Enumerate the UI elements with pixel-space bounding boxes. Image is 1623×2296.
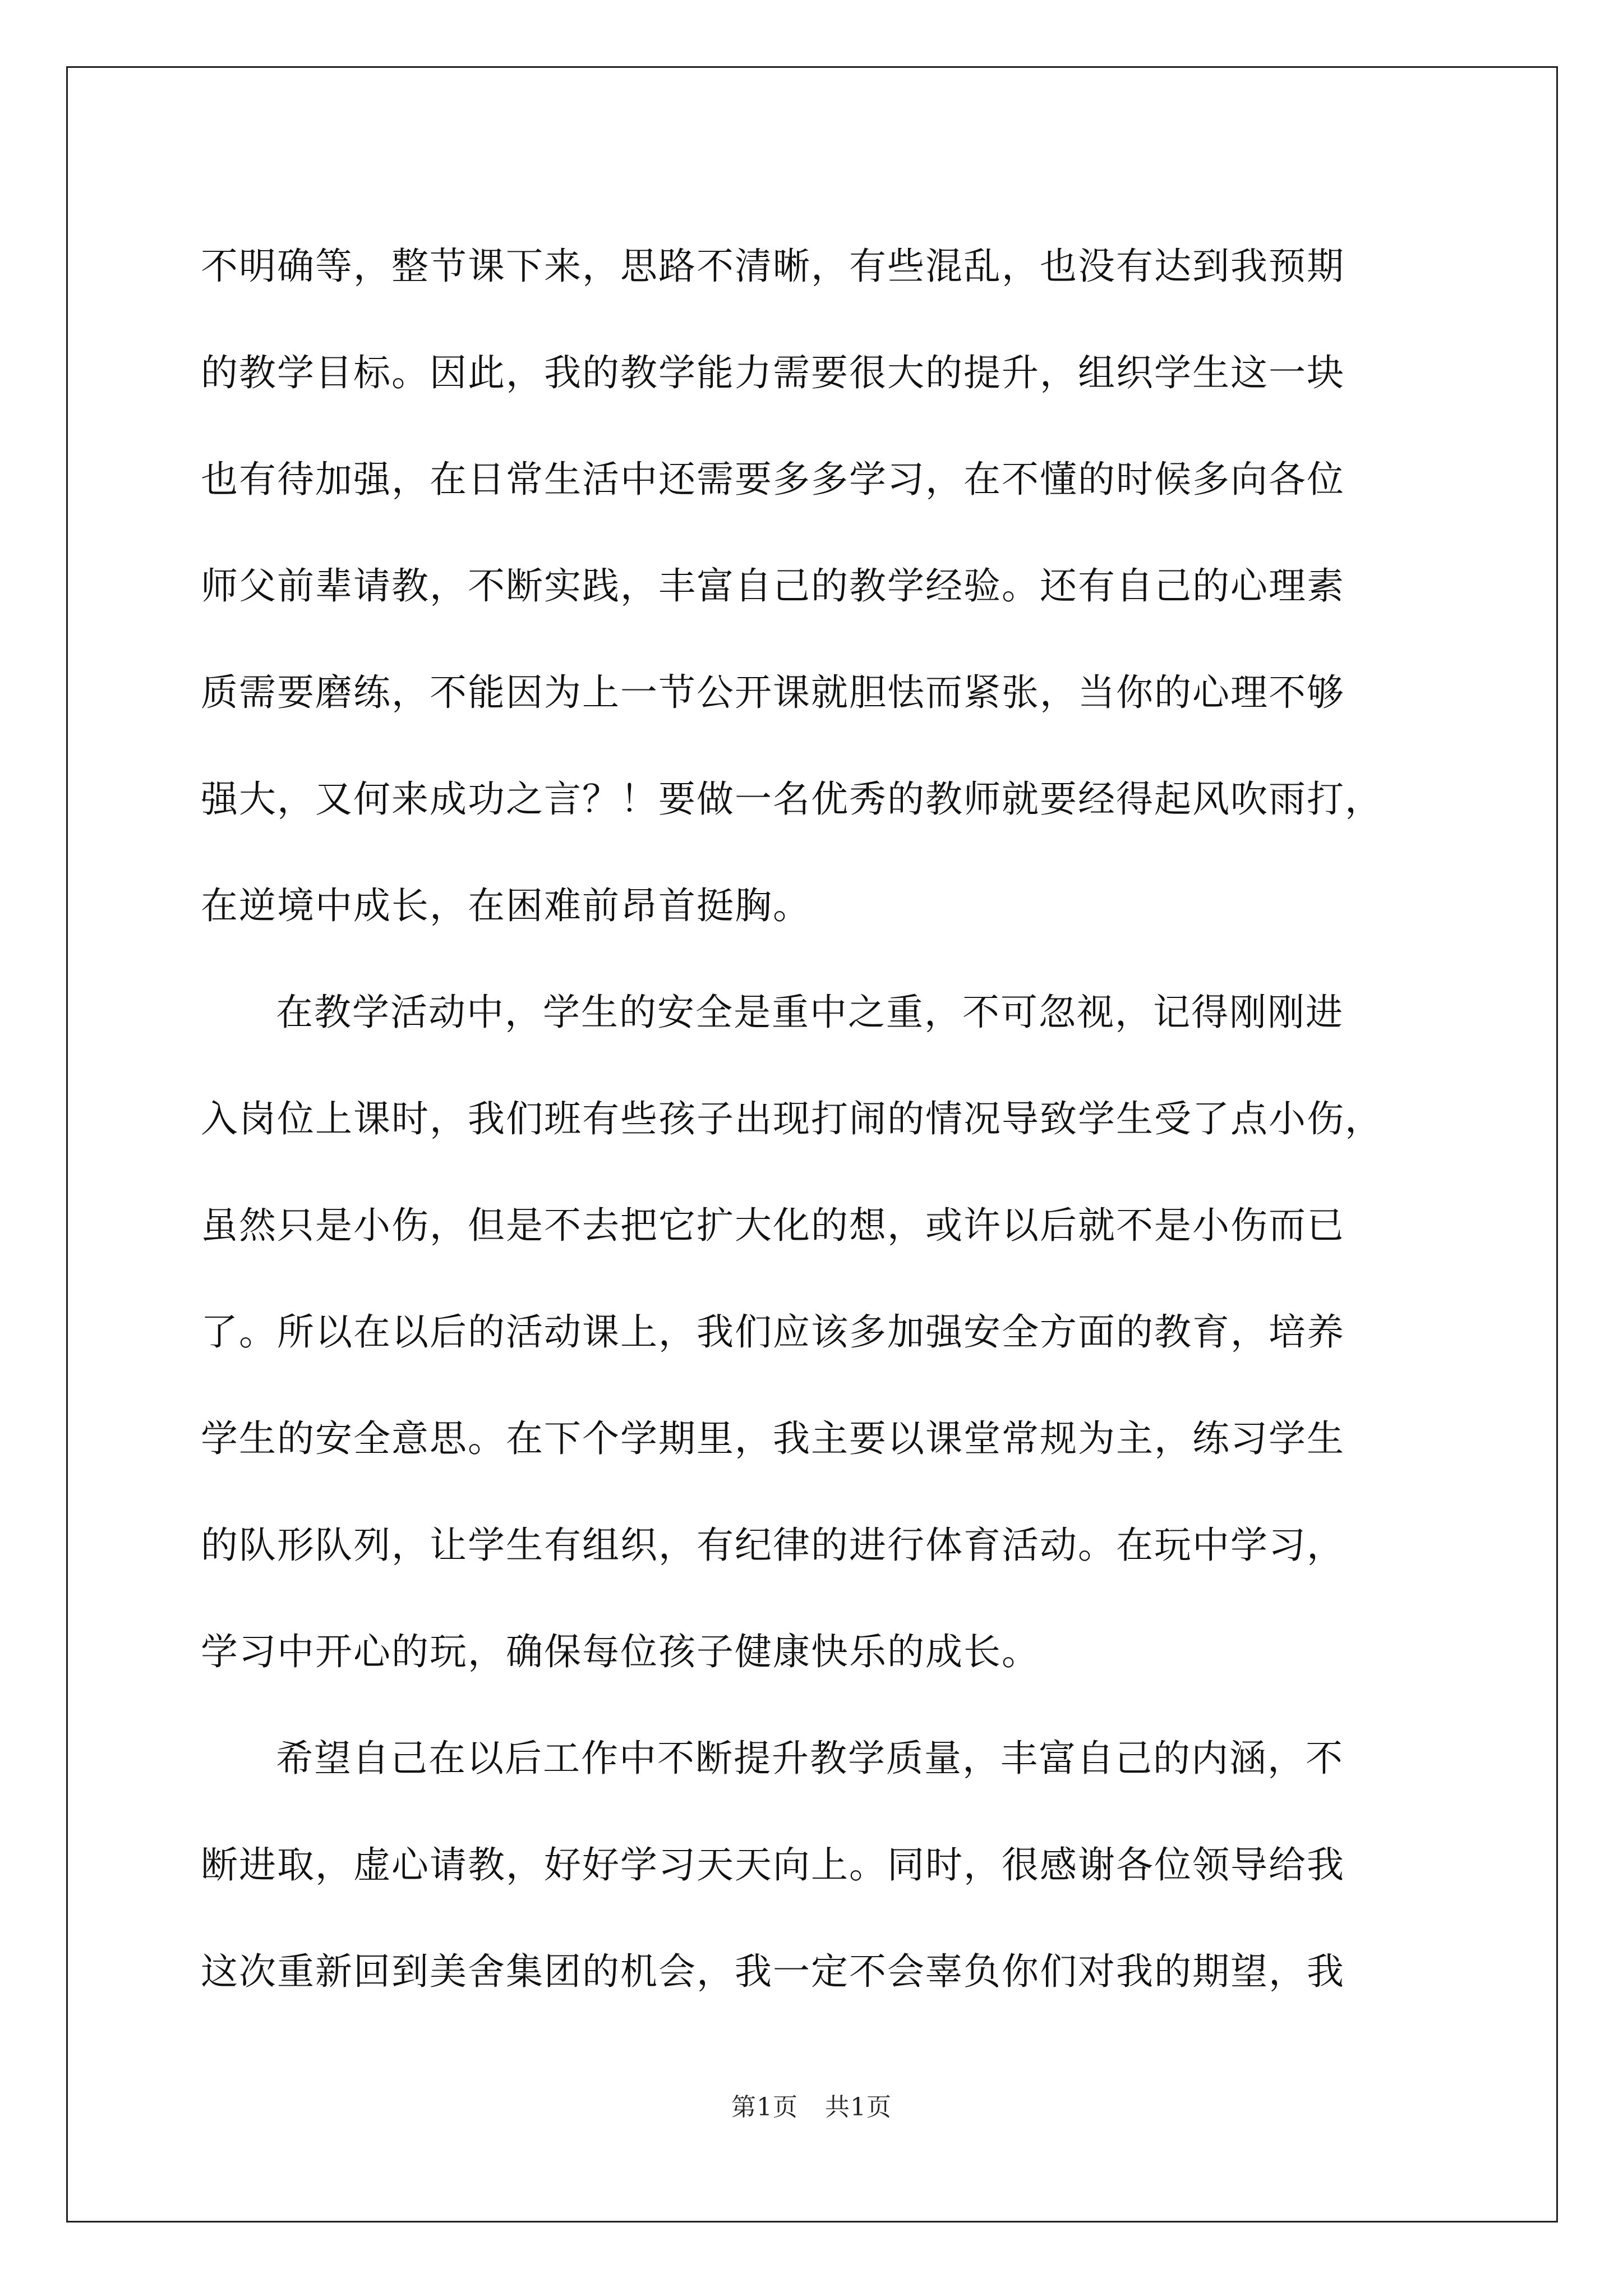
page-number: 第1页 bbox=[731, 2093, 798, 2122]
text-line: 断进取，虚心请教，好好学习天天向上。同时，很感谢各位领导给我 bbox=[201, 1843, 1345, 1887]
text-line: 师父前辈请教，不断实践，丰富自己的教学经验。还有自己的心理素 bbox=[201, 564, 1345, 608]
text-line: 学生的安全意思。在下个学期里，我主要以课堂常规为主，练习学生 bbox=[201, 1417, 1345, 1460]
document-body bbox=[201, 213, 1429, 2025]
page-footer bbox=[0, 2087, 1623, 2123]
paragraph-start-line: 希望自己在以后工作中不断提升教学质量，丰富自己的内涵，不 bbox=[276, 1737, 1344, 1780]
text-line: 不明确等，整节课下来，思路不清晰，有些混乱，也没有达到我预期 bbox=[201, 245, 1345, 288]
text-line: 的队形队列，让学生有组织，有纪律的进行体育活动。在玩中学习， bbox=[201, 1524, 1345, 1567]
text-line: 这次重新回到美舍集团的机会，我一定不会辜负你们对我的期望，我 bbox=[201, 1950, 1345, 1993]
page-total: 共1页 bbox=[825, 2093, 892, 2122]
text-line: 在逆境中成长，在困难前昂首挺胸。 bbox=[201, 884, 811, 927]
text-line: 强大，又何来成功之言？！要做一名优秀的教师就要经得起风吹雨打， bbox=[201, 777, 1383, 821]
text-line: 虽然只是小伤，但是不去把它扩大化的想，或许以后就不是小伤而已 bbox=[201, 1204, 1345, 1247]
text-line: 学习中开心的玩，确保每位孩子健康快乐的成长。 bbox=[201, 1630, 1040, 1673]
text-line: 质需要磨练，不能因为上一节公开课就胆怯而紧张，当你的心理不够 bbox=[201, 671, 1345, 714]
text-line: 了。所以在以后的活动课上，我们应该多加强安全方面的教育，培养 bbox=[201, 1310, 1345, 1354]
text-line: 的教学目标。因此，我的教学能力需要很大的提升，组织学生这一块 bbox=[201, 351, 1345, 394]
text-line: 也有待加强，在日常生活中还需要多多学习，在不懂的时候多向各位 bbox=[201, 458, 1345, 501]
text-line: 入岗位上课时，我们班有些孩子出现打闹的情况导致学生受了点小伤， bbox=[201, 1097, 1383, 1140]
paragraph-start-line: 在教学活动中，学生的安全是重中之重，不可忽视，记得刚刚进 bbox=[276, 991, 1344, 1034]
